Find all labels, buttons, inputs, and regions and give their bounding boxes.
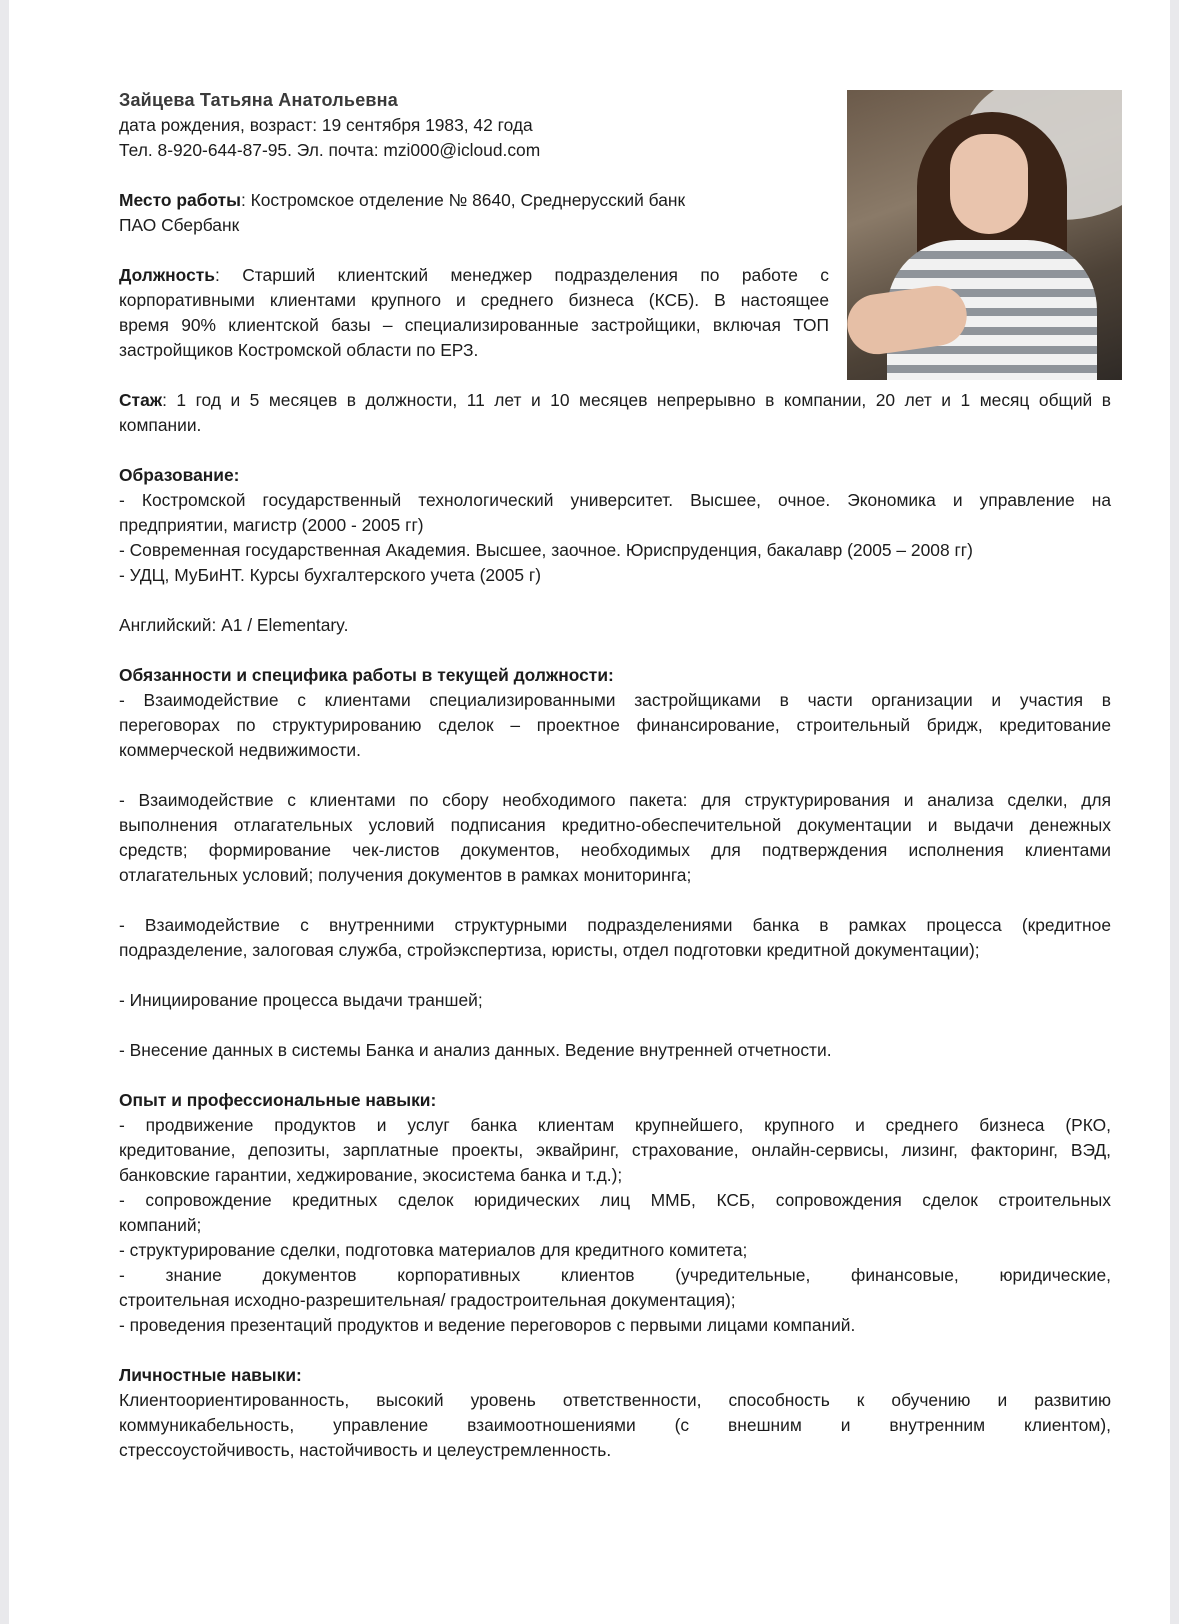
duty-line: коммерческой недвижимости.	[119, 740, 361, 760]
position-line	[119, 263, 829, 288]
skill-line: кредитование, депозиты, зарплатные проекты, эквайринг, страхование, онлайн-сервисы, лизинг, факторинг, ВЭД,	[119, 1140, 1111, 1160]
workplace-label: Место работы	[119, 190, 241, 210]
experience-value: : 1 год и 5 месяцев в должности, 11 лет и 10 месяцев непрерывно в компании, 20 лет и 1 месяц общий в	[162, 390, 1111, 410]
duties-heading: Обязанности и специфика работы в текущей должности:	[119, 665, 614, 685]
experience-label: Стаж	[119, 390, 163, 410]
education-line: - УДЦ, МуБиНТ. Курсы бухгалтерского учета (2005 г)	[119, 565, 542, 585]
duty-line: - Взаимодействие с внутренними структурными подразделениями банка в рамках процесса (кредитное	[119, 915, 1111, 935]
skills-heading: Опыт и профессиональные навыки:	[119, 1090, 437, 1110]
skill-line: - структурирование сделки, подготовка материалов для кредитного комитета;	[119, 1240, 748, 1260]
candidate-name: Зайцева Татьяна Анатольевна	[119, 90, 398, 110]
experience-line	[119, 388, 1111, 413]
education-heading: Образование:	[119, 465, 240, 485]
personal-heading: Личностные навыки:	[119, 1365, 302, 1385]
workplace-line-2: ПАО Сбербанк	[119, 215, 240, 235]
education-line: предприятии, магистр (2000 - 2005 гг)	[119, 515, 424, 535]
personal-line: Клиентоориентированность, высокий уровень ответственности, способность к обучению и развитию	[119, 1390, 1111, 1410]
position-line: застройщиков Костромской области по ЕРЗ.	[119, 340, 479, 360]
duty-line: средств; формирование чек-листов документов, необходимых для подтверждения исполнения клиентами	[119, 840, 1111, 860]
education-line: - Костромской государственный технологический университет. Высшее, очное. Экономика и управление на	[119, 490, 1111, 510]
resume-page	[9, 0, 1170, 1624]
header-block	[119, 88, 829, 363]
skill-line: - знание документов корпоративных клиентов (учредительные, финансовые, юридические,	[119, 1265, 1111, 1285]
duty-line: переговорах по структурированию сделок – проектное финансирование, строительный бридж, кредитование	[119, 715, 1111, 735]
duty-line: подразделение, залоговая служба, стройэкспертиза, юристы, отдел подготовки кредитной документации);	[119, 940, 980, 960]
skill-line: компаний;	[119, 1215, 202, 1235]
position-line: время 90% клиентской базы – специализированные застройщики, включая ТОП	[119, 315, 829, 335]
english-level: Английский: A1 / Elementary.	[119, 615, 349, 635]
position-value: : Старший клиентский менеджер подразделения по работе с	[214, 265, 829, 285]
skill-line: - сопровождение кредитных сделок юридических лиц ММБ, КСБ, сопровождения сделок строительных	[119, 1190, 1111, 1210]
duty-line: - Взаимодействие с клиентами по сбору необходимого пакета: для структурирования и анализа сделки, для	[119, 790, 1111, 810]
personal-line: коммуникабельность, управление взаимоотношениями (с внешним и внутренним клиентом),	[119, 1415, 1111, 1435]
workplace-value: : Костромское отделение № 8640, Среднерусский банк	[240, 190, 686, 210]
education-line: - Современная государственная Академия. Высшее, заочное. Юриспруденция, бакалавр (2005 – 2008 гг)	[119, 540, 973, 560]
contact-info: Тел. 8-920-644-87-95. Эл. почта: mzi000@icloud.com	[119, 140, 541, 160]
duty-line: - Взаимодействие с клиентами специализированными застройщиками в части организации и участия в	[119, 690, 1111, 710]
duty-line: отлагательных условий; получения документов в рамках мониторинга;	[119, 865, 692, 885]
personal-line: стрессоустойчивость, настойчивость и целеустремленность.	[119, 1440, 612, 1460]
position-label: Должность	[119, 265, 215, 285]
duty-line: - Инициирование процесса выдачи траншей;	[119, 990, 483, 1010]
resume-content	[119, 88, 1111, 1463]
skill-line: банковские гарантии, хеджирование, экосистема банка и т.д.);	[119, 1165, 623, 1185]
skill-line: - продвижение продуктов и услуг банка клиентам крупнейшего, крупного и среднего бизнеса (РКО,	[119, 1115, 1111, 1135]
position-line: корпоративными клиентами крупного и среднего бизнеса (КСБ). В настоящее	[119, 290, 829, 310]
skill-line: - проведения презентаций продуктов и ведение переговоров с первыми лицами компаний.	[119, 1315, 856, 1335]
skill-line: строительная исходно-разрешительная/ градостроительная документация);	[119, 1290, 736, 1310]
workplace-line	[119, 188, 829, 213]
duty-line: - Внесение данных в системы Банка и анализ данных. Ведение внутренней отчетности.	[119, 1040, 832, 1060]
birth-info: дата рождения, возраст: 19 сентября 1983, 42 года	[119, 115, 533, 135]
duty-line: выполнения отлагательных условий подписания кредитно-обеспечительной документации и выдачи денежных	[119, 815, 1111, 835]
experience-line-2: компании.	[119, 415, 202, 435]
